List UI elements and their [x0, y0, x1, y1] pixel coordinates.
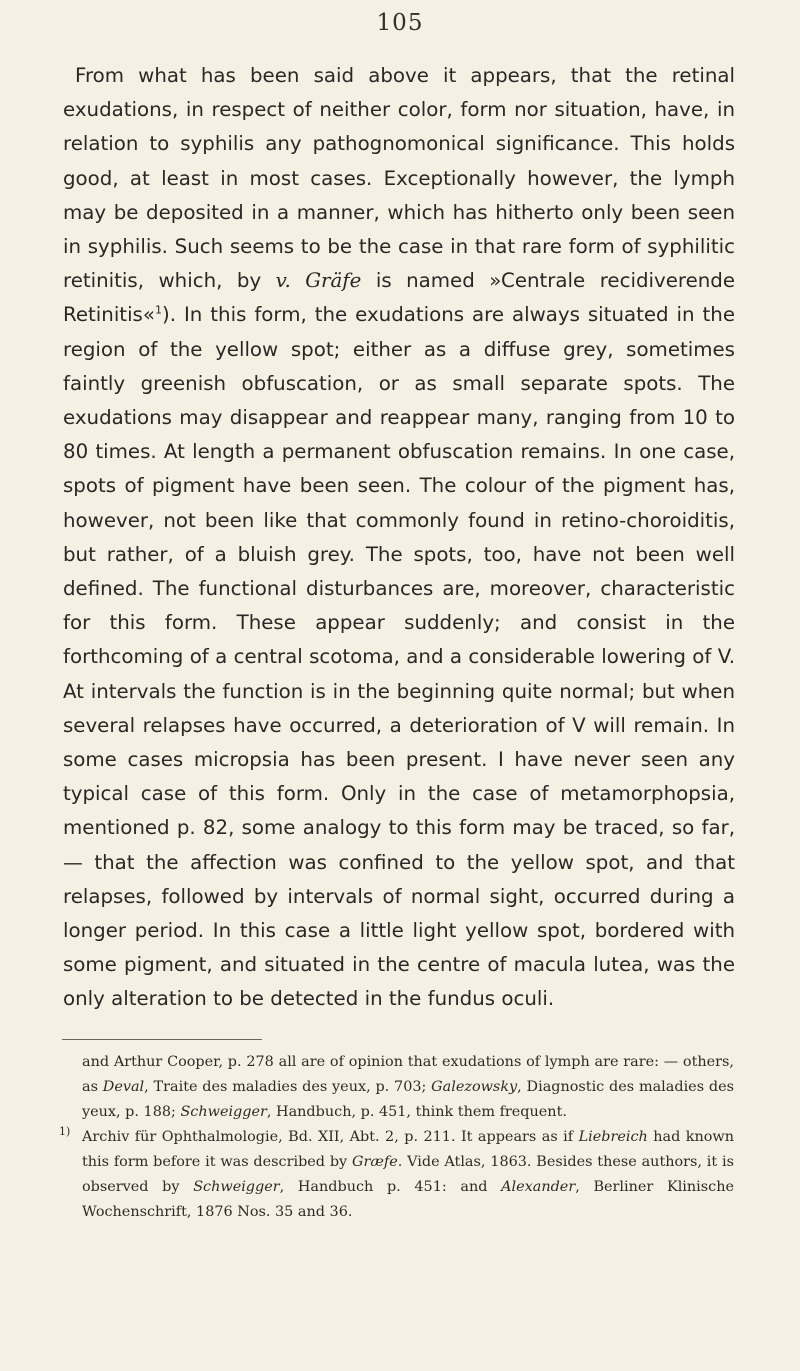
footnote-text: . Vide Atlas, 1863. Besides these authors, it is observed by: [82, 1154, 734, 1195]
footnote-text: , Diagnostic des maladies des yeux, p. 188;: [82, 1079, 735, 1120]
body-text-part-3: ). In this form, the exudations are always situated in the region of the yellow spot; either as a diffuse grey, sometimes faintly greenish obfuscation, or as small separate spots. The exudations may disappear and reappear many, ranging from 10 to 80 times. At length a permanent obfuscation remains. In one case, spots of pigment have been seen. The colour of the pigment has, however, not been like that commonly found in retino-choroiditis, but rather, of a bluish grey. The spots, too, have not been well defined. The functional disturbances are, moreover, characteristic for this form. These appear suddenly; and consist in the forthcoming of a central scotoma, and a considerable lowering of V. At intervals the function is in the beginning quite normal; but when several relapses have occurred, a deterioration of V will remain. In some cases micropsia has been present. I have never seen any typical case of this form. Only in the case of metamorphopsia, mentioned p. 82, some analogy to this form may be traced, so far, — that the affection was confined to the yellow spot, and that relapses, followed by intervals of normal sight, occurred during a longer period. In this case a little light yellow spot, bordered with some pigment, and situated in the centre of macula lutea, was the only alteration to be detected in the fundus oculi.: [63, 303, 735, 1011]
footnote-text: , Handbuch, p. 451, think them frequent.: [266, 1104, 567, 1120]
footnote-reference: 1: [154, 303, 162, 317]
footnote-text: Archiv für Ophthalmologie, Bd. XII, Abt. 2, p. 211. It appears as if: [82, 1129, 579, 1145]
footnote-1: [59, 1125, 734, 1225]
footnote-text: , Handbuch p. 451: and: [279, 1179, 502, 1195]
author-liebreich: Liebreich: [578, 1129, 648, 1145]
author-deval: Deval: [102, 1079, 145, 1095]
footnotes: [59, 1050, 735, 1225]
author-alexander: Alexander: [501, 1179, 576, 1195]
footnote-text: and Arthur Cooper, p. 278 all are of opinion that exudations of lymph are rare: — others, as: [82, 1054, 734, 1095]
author-schweigger: Schweigger: [193, 1179, 280, 1195]
author-graefe: Græfe: [351, 1154, 398, 1170]
body-paragraph: [63, 59, 735, 1017]
footnote-marker: 1): [59, 1125, 71, 1138]
body-text: [63, 59, 735, 1017]
body-text-part-1: From what has been said above it appears, that the retinal exudations, in respect of neither color, form nor situation, have, in relation to syphilis any pathognomonical significance. This holds good, at least in most cases. Exceptionally however, the lymph may be deposited in a manner, which has hitherto only been seen in syphilis. Such seems to be the case in that rare form of syphilitic retinitis, which, by: [63, 64, 735, 293]
body-text-part-2: is named »Centrale recidiverende Retinitis«: [63, 269, 736, 327]
author-graefe: v. Gräfe: [275, 269, 362, 293]
footnote-text: , Traite des maladies des yeux, p. 703;: [144, 1079, 432, 1095]
author-galezowsky: Galezowsky: [431, 1079, 518, 1095]
footnote-divider: [62, 1039, 262, 1040]
footnote-text: had known this form before it was described by: [82, 1129, 734, 1170]
author-schweigger: Schweigger: [180, 1104, 267, 1120]
page-number: 105: [376, 10, 424, 36]
footnote-text: , Berliner Klinische Wochenschrift, 1876 Nos. 35 and 36.: [82, 1179, 734, 1220]
footnote-continuation: [82, 1050, 734, 1125]
